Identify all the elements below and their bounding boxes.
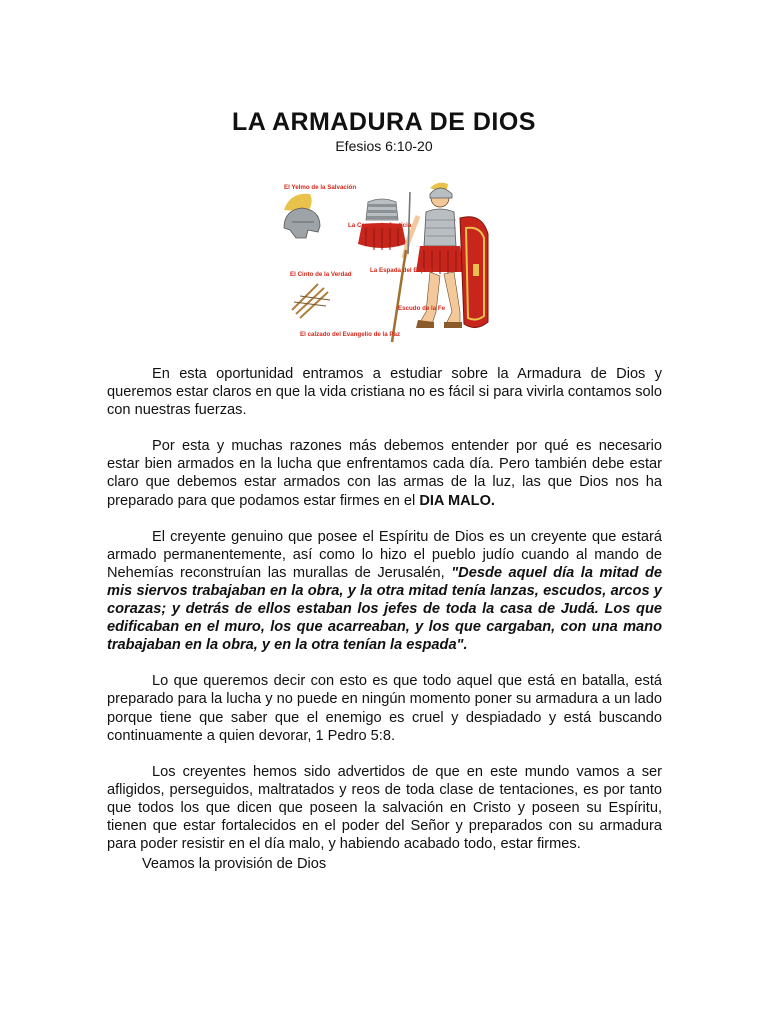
document-body — [107, 365, 662, 873]
label-shield: Escudo de la Fe — [398, 305, 446, 312]
label-belt: El Cinto de la Verdad — [290, 271, 352, 278]
paragraph-3-text: El creyente genuino que posee el Espíritu de Dios es un creyente que estará armado permanentemente, así como lo hizo el pueblo judío cuando al mando de Nehemías reconstruían las murallas de Jerusalén, — [107, 528, 662, 581]
paragraph-1: En esta oportunidad entramos a estudiar sobre la Armadura de Dios y queremos estar claros en que la vida cristiana no es fácil si para vivirla contamos solo con nuestras fuerzas. — [107, 366, 662, 419]
armor-illustration-svg — [270, 172, 500, 348]
label-sword: La Espada del Espíritu — [370, 267, 437, 274]
paragraph-5: Los creyentes hemos sido advertidos de que en este mundo vamos a ser afligidos, perseguidos, maltratados y reos de toda clase de tentaciones, es por tanto que todos los que dicen que poseen la salvación en Cristo y poseen su Espíritu, tienen que estar fortalecidos en el poder del Señor y preparados con su armadura para poder resistir en el día malo, y habiendo acabado todo, estar firmes. — [107, 763, 662, 853]
paragraph-2-emphasis: DIA MALO. — [419, 492, 495, 509]
label-helmet: El Yelmo de la Salvación — [284, 184, 357, 191]
paragraph-3 — [107, 528, 662, 655]
belt-icon — [292, 284, 330, 318]
paragraph-2-text: Por esta y muchas razones más debemos entender por qué es necesario estar bien armados en la lucha que enfrentamos cada día. Pero también debe estar claro que debemos estar armados con las armas de la luz, las que Dios nos ha preparado para que podamos estar firmes en el — [107, 438, 662, 509]
armor-illustration — [270, 172, 500, 348]
soldier-icon — [392, 183, 488, 342]
document-title: LA ARMADURA DE DIOS — [232, 108, 536, 136]
nehemiah-quote: "Desde aquel día la mitad de mis siervos trabajaban en la obra, y la otra mitad tenía lanzas, escudos, arcos y corazas; y detrás de ellos estaban los jefes de toda la casa de Judá. Los que edificaban en el muro, los que acarreaban, y los que cargaban, con una mano trabajaban en la obra, y en la otra tenían la espada". — [107, 564, 662, 654]
helmet-icon — [284, 194, 320, 238]
paragraph-6: Veamos la provisión de Dios — [142, 856, 327, 873]
label-shoes: El calzado del Evangelio de la Paz — [300, 331, 401, 338]
label-breastplate: La Coraza de Justicia — [348, 222, 412, 229]
paragraph-2 — [107, 437, 662, 509]
document-subtitle: Efesios 6:10-20 — [335, 138, 433, 154]
paragraph-4: Lo que queremos decir con esto es que todo aquel que está en batalla, está preparado para la lucha y no puede en ningún momento poner su armadura a un lado porque tiene que saber que el enemigo es cruel y despiadado y está buscando continuamente a quien devorar, 1 Pedro 5:8. — [107, 673, 662, 744]
